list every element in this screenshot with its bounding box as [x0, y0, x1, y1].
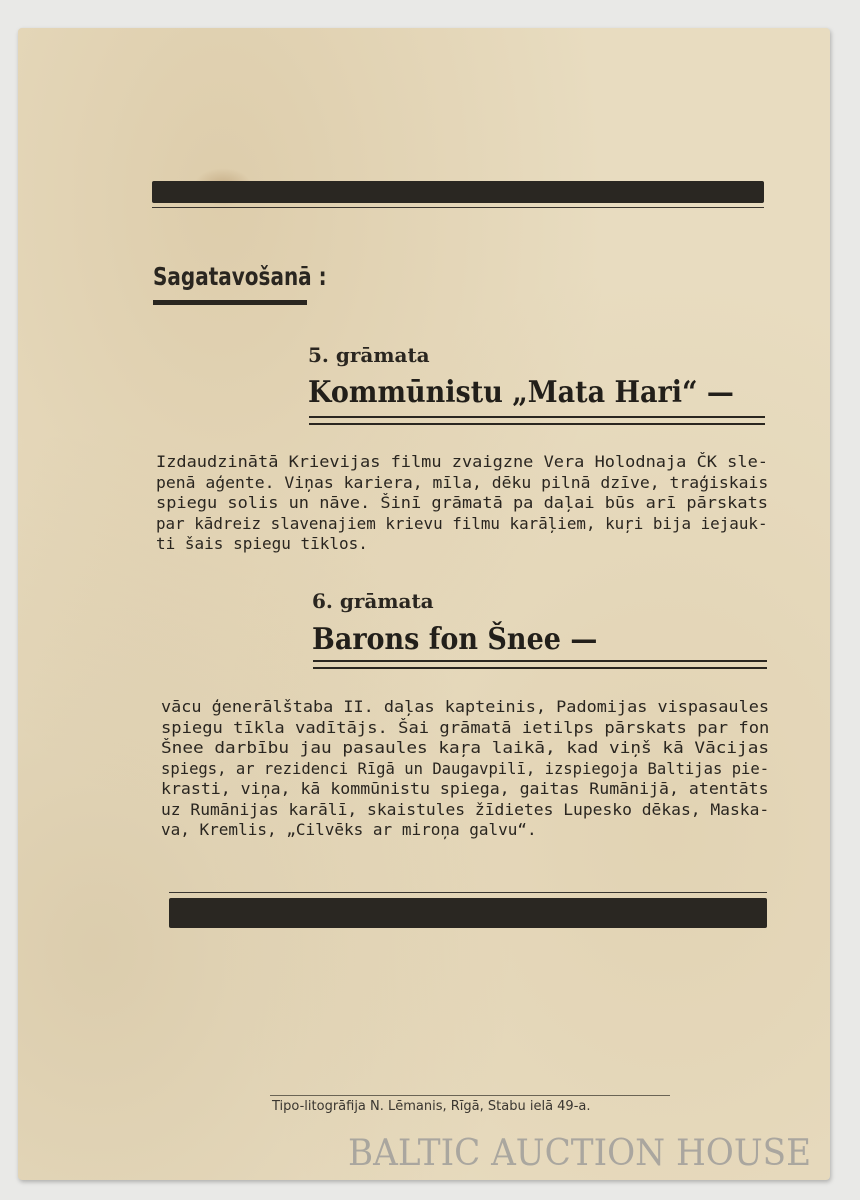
- book-5-title-rule: [309, 416, 765, 425]
- description-line: ti šais spiegu tīklos.: [156, 534, 368, 553]
- description-line: spiegs, ar rezidenci Rīgā un Daugavpilī, izspiegoja Baltijas pie-: [161, 758, 770, 778]
- description-line: penā aģente. Viņas kariera, mīla, dēku pilnā dzīve, traģiskais: [156, 472, 769, 492]
- description-line: uz Rumānijas karālī, skaistules žīdietes Lupesko dēkas, Maska-: [161, 799, 770, 819]
- book-5-description: [156, 452, 768, 555]
- description-line: Šnee darbību jau pasaules kaŗa laikā, kad viņš kā Vācijas: [161, 738, 770, 757]
- book-5-title: Kommūnistu „Mata Hari“ —: [308, 375, 734, 410]
- book-6-number: 6. grāmata: [312, 589, 434, 613]
- description-line: spiegu solis un nāve. Šinī grāmatā pa daļai būs arī pārskats: [156, 493, 768, 512]
- book-6-title-rule: [313, 660, 767, 669]
- description-line: spiegu tīkla vadītājs. Šai grāmatā ietilps pārskats par fon: [161, 717, 770, 737]
- book-6-description: [161, 697, 769, 841]
- description-line: vācu ģenerālštaba II. daļas kapteinis, Padomijas vispasaules: [161, 697, 769, 716]
- bottom-bar-rule: [169, 892, 767, 893]
- top-bar-rule: [152, 207, 764, 208]
- section-heading: Sagatavošanā :: [153, 262, 327, 291]
- book-5-number: 5. grāmata: [308, 343, 430, 367]
- top-decorative-bar: [152, 181, 764, 203]
- watermark: BALTIC AUCTION HOUSE: [348, 1133, 812, 1174]
- book-6-title: Barons fon Šnee —: [312, 622, 598, 657]
- bottom-decorative-bar: [169, 898, 767, 928]
- description-line: par kādreiz slavenajiem krievu filmu karāļiem, kuŗi bija iejauk-: [156, 513, 768, 533]
- description-line: Izdaudzinātā Krievijas filmu zvaigzne Vera Holodnaja ČK sle-: [156, 452, 768, 471]
- imprint-rule: [270, 1095, 670, 1096]
- section-heading-underline: [153, 300, 307, 305]
- description-line: krasti, viņa, kā kommūnistu spiega, gaitas Rumānijā, atentāts: [161, 779, 769, 798]
- description-line: va, Kremlis, „Cilvēks ar miroņa galvu“.: [161, 820, 537, 839]
- printer-imprint: Tipo-litogrāfija N. Lēmanis, Rīgā, Stabu ielā 49-a.: [272, 1099, 591, 1114]
